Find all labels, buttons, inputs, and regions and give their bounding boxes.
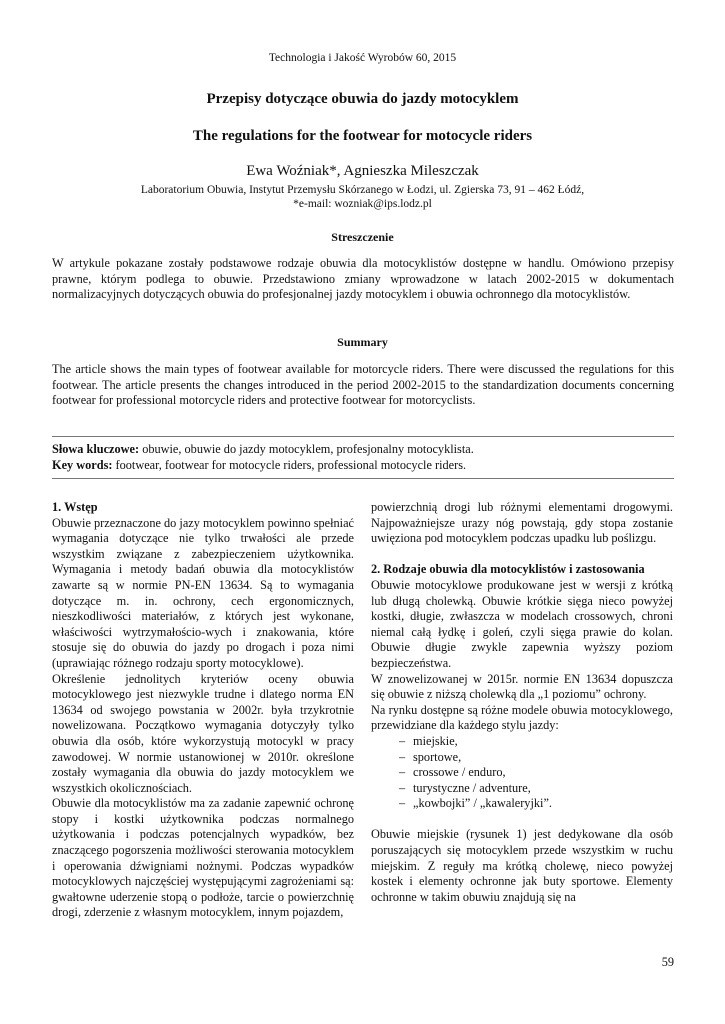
list-item: – crossowe / enduro, <box>399 765 673 781</box>
paragraph: Określenie jednolitych kryteriów oceny obuwia motocyklowego jest niezwykle trudne i dlatego norma EN 13634 od swojego powstania w 2002r. była trzykrotnie nowelizowana. Początkowo wymagania dotyczyły tylko obuwia dla osób, które wykorzystują motocykl w pracy zawodowej. W normie ustanowionej w 2010r. określone zostały wymagania dla obuwia do jazdy motocyklem we wszystkich okolicznościach. <box>52 671 354 795</box>
keywords-top-rule <box>52 436 674 437</box>
streszczenie-heading: Streszczenie <box>331 230 394 244</box>
affiliation-address: Laboratorium Obuwia, Instytut Przemysłu Skórzanego w Łodzi, ul. Zgierska 73, 91 – 462 Łódź, <box>140 184 585 196</box>
paragraph: W znowelizowanej w 2015r. normie EN 13634 dopuszcza się obuwie z niższą cholewką dla „1 poziomu” ochrony. <box>371 671 673 702</box>
section-2-heading: 2. Rodzaje obuwia dla motocyklistów i zastosowania <box>371 562 645 577</box>
keywords-english <box>52 457 674 473</box>
authors: Ewa Woźniak*, Agnieszka Mileszczak <box>246 163 479 179</box>
keywords-bottom-rule <box>52 478 674 479</box>
streszczenie-text: W artykule pokazane zostały podstawowe rodzaje obuwia dla motocyklistów dostępne w handlu. Omówiono przepisy prawne, którym podlega to obuwie. Przedstawiono zmiany wprowadzone w latach 2002-2015 w dokumentach normalizacyjnych dotyczących obuwia do profesjonalnej jazdy motocyklem i obuwia ochronnego dla motocyklistów. <box>52 256 674 301</box>
footwear-types-list <box>371 734 673 812</box>
title-polish: Przepisy dotyczące obuwia do jazdy motocyklem <box>206 91 519 107</box>
list-item: – turystyczne / adventure, <box>399 781 673 797</box>
keywords-polish <box>52 441 674 457</box>
journal-header: Technologia i Jakość Wyrobów 60, 2015 <box>268 52 457 64</box>
keywords-english-label: Key words: <box>52 458 113 472</box>
affiliation-email: *e-mail: wozniak@ips.lodz.pl <box>293 198 432 210</box>
page-number: 59 <box>661 955 674 969</box>
section-1-heading: 1. Wstęp <box>52 500 98 514</box>
summary-text: The article shows the main types of footwear available for motorcycle riders. There were discussed the regulations for this footwear. The article presents the changes introduced in the period 2002-2015 to the standardization documents concerning footwear for professional motorcycle riders and protective footwear for motorcyclists. <box>52 362 674 407</box>
affiliation <box>0 183 725 211</box>
list-item: – sportowe, <box>399 750 673 766</box>
summary-heading: Summary <box>337 335 388 349</box>
paragraph: Obuwie miejskie (rysunek 1) jest dedykowane dla osób poruszających się motocyklem przede wszystkim w ruchu miejskim. Z reguły ma krótką cholewę, nieco powyżej kostek i elementy ochronne jak buty sportowe. Elementy ochronne w takim obuwiu znajdują się na <box>371 827 673 904</box>
keywords-english-text: footwear, footwear for motocycle riders, professional motocycle riders. <box>115 458 467 472</box>
paragraph: Obuwie motocyklowe produkowane jest w wersji z krótką lub długą cholewką. Obuwie krótkie sięga nieco powyżej kostki, długie, zwłaszcza w modelach crossowych, chroni niemal całą łydkę i goleń, czyli sięga prawie do kolan. Obuwie długie zwykle zapewnia wyższy poziom bezpieczeństwa. <box>371 577 673 670</box>
paragraph: Na rynku dostępne są różne modele obuwia motocyklowego, przewidziane dla każdego stylu jazdy: <box>371 702 673 733</box>
paragraph: Obuwie przeznaczone do jazy motocyklem powinno spełniać wymagania dotyczące nie tylko trwałości ale przede wszystkim związane z zabezpieczeniem użytkownika. Wymagania i metody badań obuwia dla motocyklistów zawarte są w normie PN-EN 13634. Są to wymagania dotyczące m. in. ochrony, cech ergonomicznych, nieszkodliwości materiałów, z których jest wykonane, właściwości wytrzymałościo-wych i znakowania, które stosuje się do obuwia do jazdy po drogach i poza nimi (uprawiając różnego rodzaju sporty motocyklowe). <box>52 515 354 670</box>
spacer <box>371 812 673 828</box>
paragraph: Obuwie dla motocyklistów ma za zadanie zapewnić ochronę stopy i kostki użytkownika podczas normalnego użytkowania i podczas potencjalnych wypadków, bez znaczącego pogorszenia możliwości sterowania motocyklem i operowania dźwigniami nożnymi. Podczas wypadków motocyklowych najczęściej występującymi zagrożeniami są: gwałtowne uderzenie stopą o podłoże, tarcie o powierzchnię drogi, zderzenie z własnym motocyklem, innym pojazdem, <box>52 796 354 920</box>
keywords-polish-label: Słowa kluczowe: <box>52 442 140 456</box>
list-item: – miejskie, <box>399 734 673 750</box>
spacer <box>371 547 673 563</box>
title-english: The regulations for the footwear for motocycle riders <box>192 128 533 144</box>
left-column <box>52 500 354 921</box>
right-column <box>371 500 673 905</box>
list-item: – „kowbojki” / „kawaleryjki”. <box>399 796 673 812</box>
paragraph: powierzchnią drogi lub różnymi elementami drogowymi. Najpoważniejsze urazy nóg powstają, gdy stopa zostanie uwięziona pod motocyklem podczas upadku lub poślizgu. <box>371 500 673 546</box>
keywords-polish-text: obuwie, obuwie do jazdy motocyklem, profesjonalny motocyklista. <box>142 442 474 456</box>
